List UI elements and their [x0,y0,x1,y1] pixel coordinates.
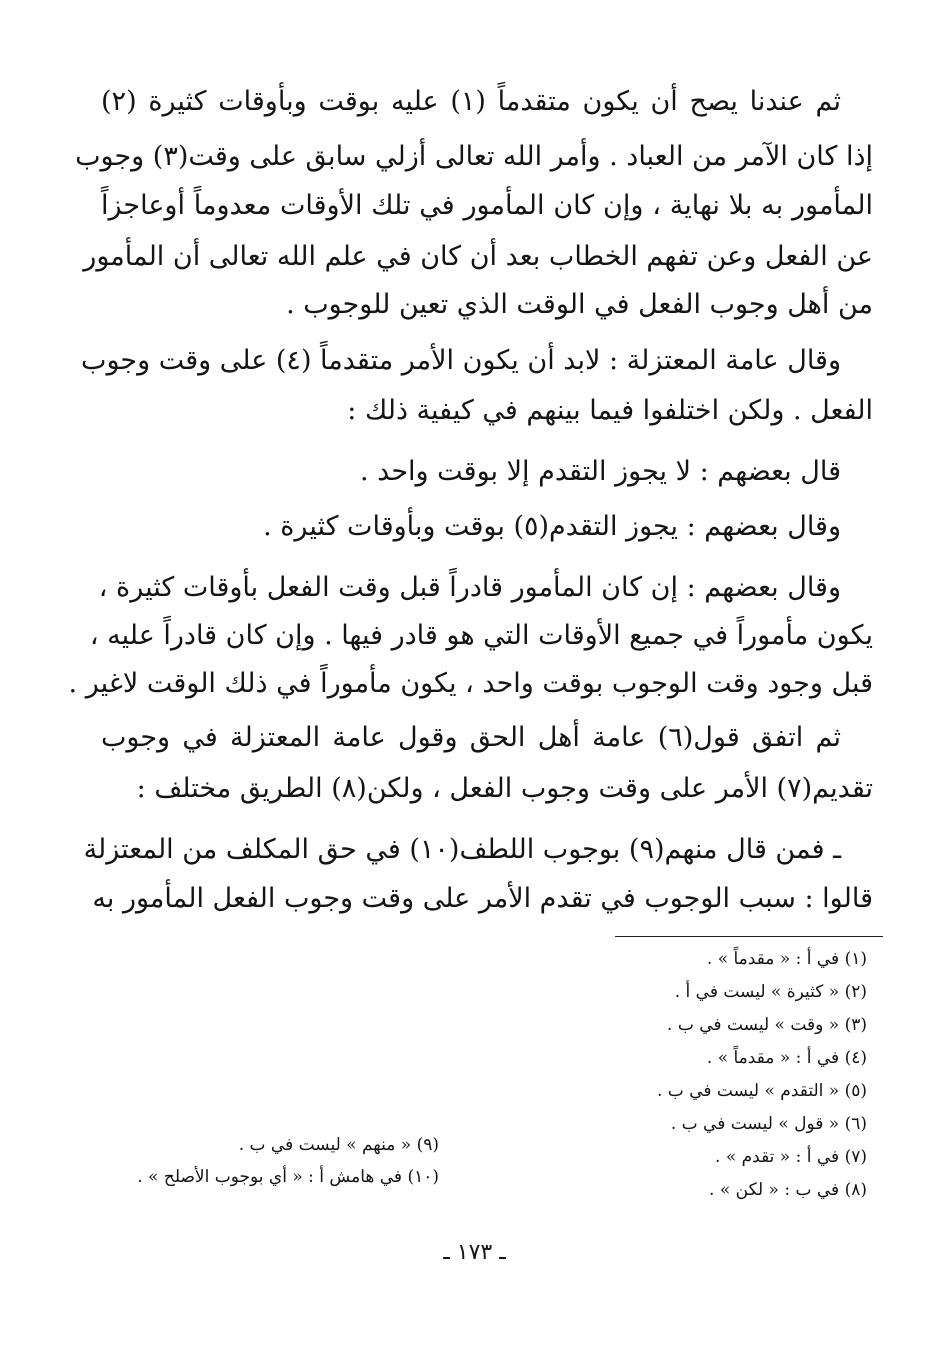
body-line: قال بعضهم : لا يجوز التقدم إلا بوقت واحد . [360,456,841,487]
footnote: (٤) في أ : « مقدماً » . [706,1048,867,1068]
footnote-separator [615,936,883,937]
footnote: (١) في أ : « مقدماً » . [706,949,867,969]
body-line: ثم عندنا يصح أن يكون متقدماً (١) عليه بوقت وبأوقات كثيرة (٢) [101,86,841,117]
body-line: تقديم(٧) الأمر على وقت وجوب الفعل ، ولكن(٨) الطريق مختلف : [136,773,873,804]
body-line: ـ فمن قال منهم(٩) بوجوب اللطف(١٠) في حق المكلف من المعتزلة [83,834,841,865]
footnote: (٢) « كثيرة » ليست في أ . [674,982,867,1002]
footnote: (٩) « منهم » ليست في ب . [238,1135,439,1155]
page-number: ـ ١٧٣ ـ [443,1240,506,1265]
body-line: وقال عامة المعتزلة : لابد أن يكون الأمر متقدماً (٤) على وقت وجوب [81,345,841,376]
body-line: يكون مأموراً في جميع الأوقات التي هو قادر فيها . وإن كان قادراً عليه ، [89,620,873,651]
body-line: المأمور به بلا نهاية ، وإن كان المأمور في تلك الأوقات معدوماً أوعاجزاً [101,190,873,221]
footnote: (٦) « قول » ليست في ب . [670,1114,867,1134]
body-line: إذا كان الآمر من العباد . وأمر الله تعالى أزلي سابق على وقت(٣) وجوب [75,141,873,172]
footnote: (١٠) في هامش أ : « أي بوجوب الأصلح » . [137,1167,439,1187]
body-line: عن الفعل وعن تفهم الخطاب بعد أن كان في علم الله تعالى أن المأمور [83,241,873,272]
footnote: (٣) « وقت » ليست في ب . [667,1015,867,1035]
body-line: ثم اتفق قول(٦) عامة أهل الحق وقول عامة المعتزلة في وجوب [101,722,841,753]
body-line: وقال بعضهم : إن كان المأمور قادراً قبل وقت الفعل بأوقات كثيرة ، [98,572,841,603]
body-line: وقال بعضهم : يجوز التقدم(٥) بوقت وبأوقات كثيرة . [263,511,841,542]
body-line: قبل وجود وقت الوجوب بوقت واحد ، يكون مأموراً في ذلك الوقت لاغير . [68,668,873,699]
footnote: (٧) في أ : « تقدم » . [715,1147,867,1167]
body-line: الفعل . ولكن اختلفوا فيما بينهم في كيفية ذلك : [347,395,873,426]
footnote: (٥) « التقدم » ليست في ب . [657,1081,867,1101]
body-line: قالوا : سبب الوجوب في تقدم الأمر على وقت وجوب الفعل المأمور به [92,883,873,914]
footnote: (٨) في ب : « لكن » . [709,1180,867,1200]
body-line: من أهل وجوب الفعل في الوقت الذي تعين للوجوب . [286,289,873,320]
